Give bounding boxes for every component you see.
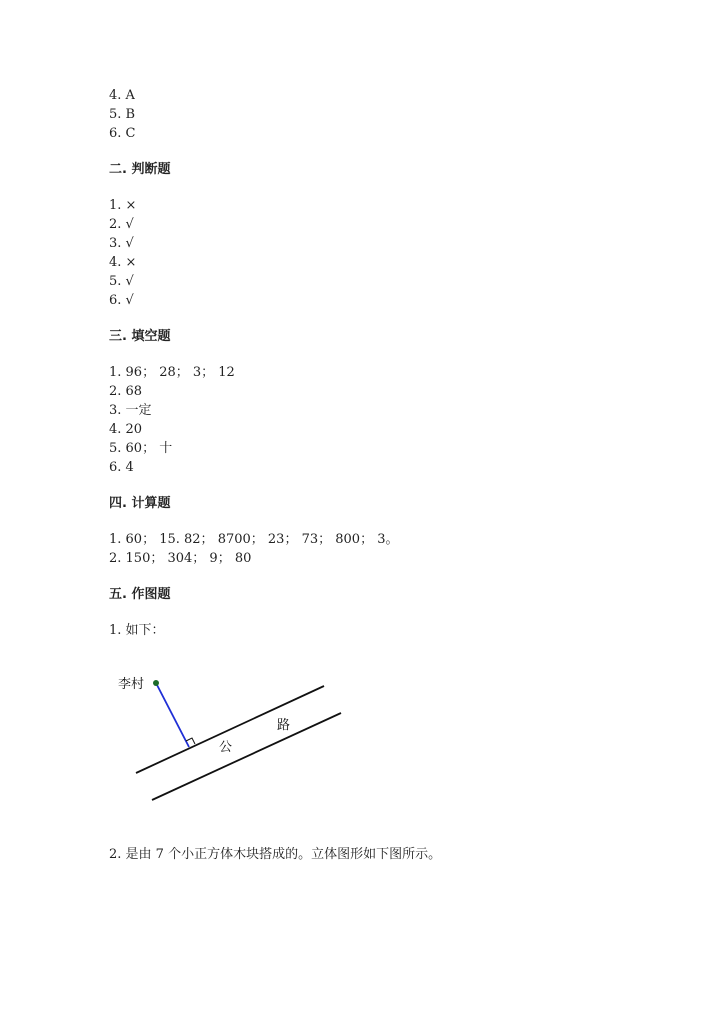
answer-item: 5. B <box>109 107 136 122</box>
road-label-lu: 路 <box>277 718 291 733</box>
answer-item: 6. C <box>109 126 136 141</box>
road-edge-lower <box>152 713 341 800</box>
answer-item: 2. √ <box>109 217 134 232</box>
village-point <box>153 680 159 686</box>
answer-item: 3. √ <box>109 236 134 251</box>
section-3-title: 三. 填空题 <box>109 329 171 344</box>
road-label-gong: 公 <box>219 740 233 755</box>
answer-item: 6. 4 <box>109 460 134 475</box>
answer-item: 5. √ <box>109 274 134 289</box>
section-2-list <box>109 196 669 310</box>
answer-item: 2. 150； 304； 9； 80 <box>109 551 252 566</box>
answer-item: 1. 如下： <box>109 623 165 638</box>
section-1-list <box>109 86 669 143</box>
answer-sheet <box>109 86 669 640</box>
section-4-title: 四. 计算题 <box>109 496 171 511</box>
answer-item: 3. 一定 <box>109 403 152 418</box>
answer-item: 2. 是由 7 个小正方体木块搭成的。立体图形如下图所示。 <box>109 847 442 862</box>
village-label: 李村 <box>118 677 145 692</box>
answer-item: 2. 68 <box>109 384 143 399</box>
road-diagram <box>105 665 355 810</box>
answer-item: 1. 60； 15. 82； 8700； 23； 73； 800； 3。 <box>109 532 399 547</box>
section-5-title: 五. 作图题 <box>109 587 171 602</box>
answer-item: 5. 60； 十 <box>109 441 173 456</box>
answer-item: 1. × <box>109 198 137 213</box>
section-2-title: 二. 判断题 <box>109 162 171 177</box>
answer-item: 1. 96； 28； 3； 12 <box>109 365 235 380</box>
section-4-list <box>109 530 669 568</box>
answer-item: 4. 20 <box>109 422 143 437</box>
section-3-list <box>109 363 669 477</box>
perpendicular-line <box>156 683 189 747</box>
answer-item: 4. A <box>109 88 135 103</box>
answer-item: 4. × <box>109 255 137 270</box>
answer-item: 6. √ <box>109 293 134 308</box>
